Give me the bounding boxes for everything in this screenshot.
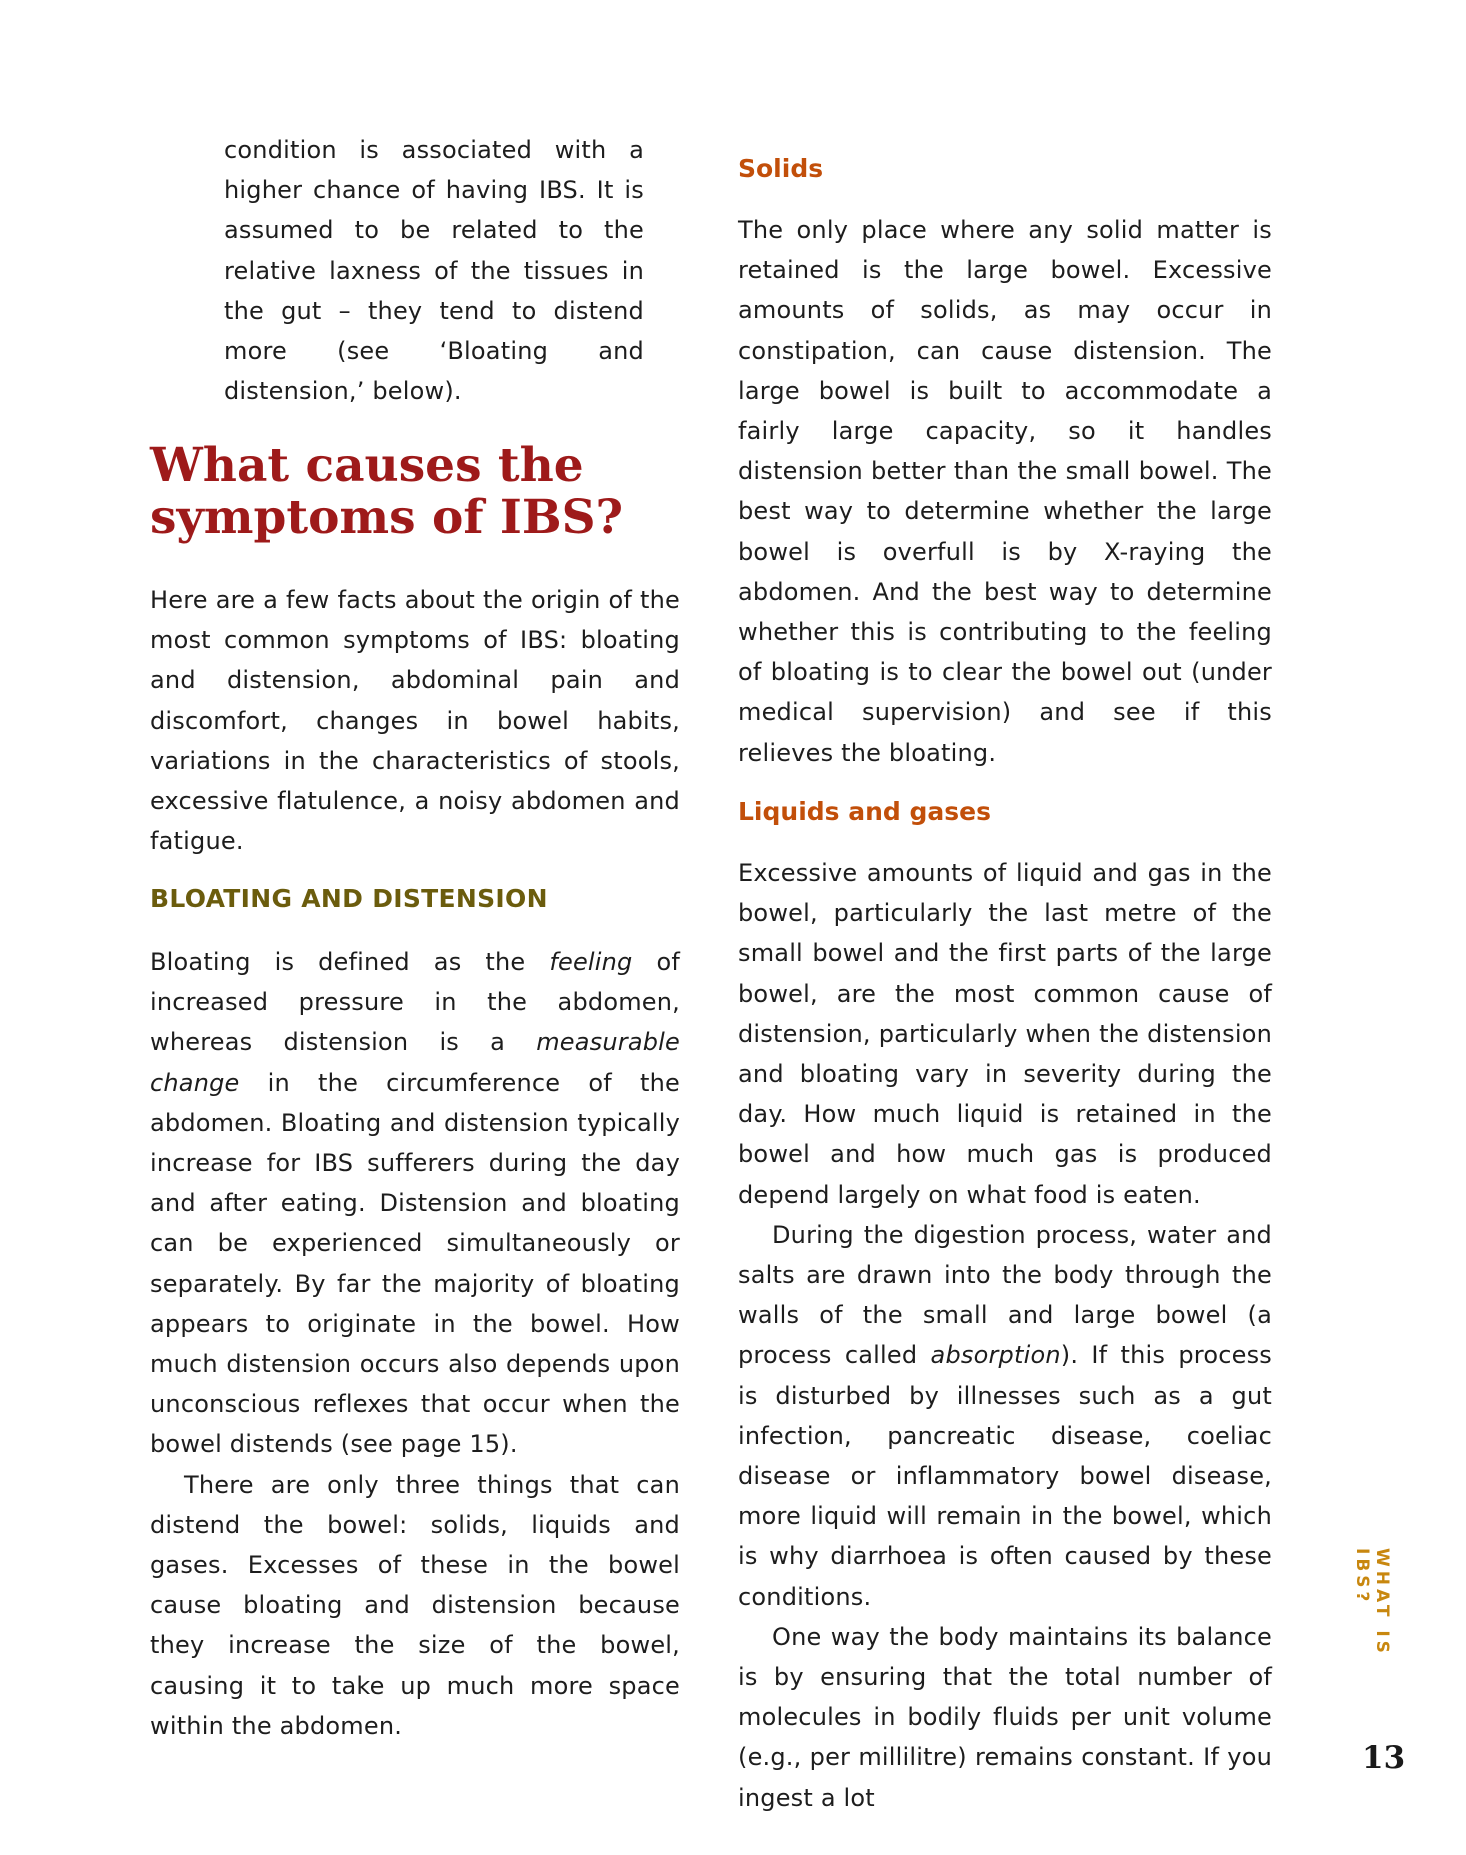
intro-paragraph: Here are a few facts about the origin of the most common symptoms of IBS: bloating and distension, abdominal pain and discomfort, changes in bowel habits, variations in the characteristics of stools, excessive flatulence, a noisy abdomen and fatigue. bbox=[150, 586, 680, 856]
carryover-paragraph: condition is associated with a higher chance of having IBS. It is assumed to be related to the relative laxness of the tissues in the gut – they tend to distend more (see ‘Bloating and distension,’ below). bbox=[224, 136, 644, 406]
bloating-paragraph-2: There are only three things that can distend the bowel: solids, liquids and gases. Excesses of these in the bowel cause bloating and distension because they increase the size of the bowel, causing it to take up much more space within the abdomen. bbox=[150, 1470, 680, 1740]
section-heading-bloating: BLOATING AND DISTENSION bbox=[150, 884, 548, 913]
text-run: ). If this process is disturbed by illnesses such as a gut infection, pancreatic disease, coeliac disease or inflammatory bowel disease, more liquid will remain in the bowel, which is why diarrhoea is often caused by these conditions. bbox=[738, 1341, 1272, 1611]
subheading-liquids-gases: Liquids and gases bbox=[738, 797, 991, 826]
page-number: 13 bbox=[1362, 1740, 1406, 1776]
solids-paragraph: The only place where any solid matter is retained is the large bowel. Excessive amounts of solids, as may occur in constipation, can cause distension. The large bowel is built to accommodate a fairly large capacity, so it handles distension better than the small bowel. The best way to determine whether the large bowel is overfull is by X-raying the abdomen. And the best way to determine whether this is contributing to the feeling of bloating is to clear the bowel out (under medical supervision) and see if this relieves the bloating. bbox=[738, 216, 1272, 767]
bloating-section bbox=[150, 942, 680, 1746]
page-heading: What causes the symptoms of IBS? bbox=[150, 438, 624, 545]
running-section-label: WHAT IS IBS? bbox=[1352, 1548, 1392, 1657]
subheading-solids: Solids bbox=[738, 154, 824, 183]
emphasis-absorption: absorption bbox=[930, 1341, 1061, 1370]
bloating-paragraph-1 bbox=[150, 942, 680, 1465]
emphasis-measurable-change: measurable change bbox=[150, 1028, 680, 1097]
emphasis-feeling: feeling bbox=[549, 948, 633, 976]
liquids-paragraph-1: Excessive amounts of liquid and gas in the bowel, particularly the last metre of the small bowel and the first parts of the large bowel, are the most common cause of distension, particularly when the distension and bloating vary in severity during the day. How much liquid is retained in the bowel and how much gas is produced depend largely on what food is eaten. bbox=[738, 859, 1272, 1209]
liquids-paragraph-3: One way the body maintains its balance is by ensuring that the total number of molecules in bodily fluids per unit volume (e.g., per millilitre) remains constant. If you ingest a lot bbox=[738, 1622, 1272, 1812]
liquids-section bbox=[738, 853, 1272, 1818]
liquids-paragraph-2 bbox=[738, 1215, 1272, 1617]
text-run: Bloating is defined as the bbox=[150, 948, 550, 976]
text-run: in the circumference of the abdomen. Bloating and distension typically increase for IBS sufferers during the day and after eating. Distension and bloating can be experienced simultaneously or separately. By far the majority of bloating appears to originate in the bowel. How much distension occurs also depends upon unconscious reflexes that occur when the bowel distends (see page 15). bbox=[150, 1068, 680, 1459]
text-run: of increased pressure in the abdomen, whereas distension is a bbox=[150, 948, 680, 1057]
text-run: During the digestion process, water and salts are drawn into the body through the walls of the small and large bowel (a process called bbox=[738, 1220, 1272, 1370]
